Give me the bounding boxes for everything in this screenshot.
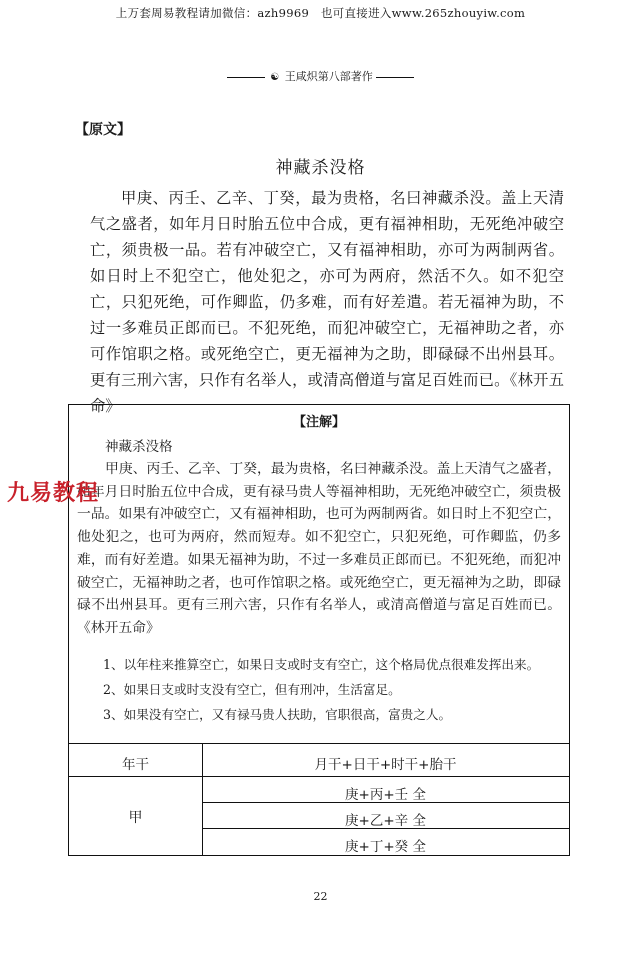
- table-cell-stem: 甲: [128, 810, 143, 826]
- annotation-points: [77, 653, 561, 726]
- right-rule: [376, 77, 414, 78]
- table-header-combination: 月干+日干+时干+胎干: [314, 757, 457, 773]
- table-cell-combo: 庚+丙+壬 全: [345, 787, 426, 803]
- top-promo-note: 上万套周易教程请加微信：azh9969 也可直接进入www.265zhouyiw.com: [115, 6, 526, 20]
- annotation-body-text: 甲庚、丙壬、乙辛、丁癸，最为贵格，名曰神藏杀没。盖上天清气之盛者，如年月日时胎五位中合成，更有禄马贵人等福神相助，无死绝冲破空亡，须贵极一品。如果有冲破空亡，又有福神相助，也可为两制两省。如日时上不犯空亡，他处犯之，也可为两府，然而短寿。如不犯空亡，只犯死绝，可作卿监，仍多难，而有好差遣。如果无福神为助，不过一多难员正郎而已。不犯死绝，而犯冲破空亡，无福神助之者，也可作馆职之格。或死绝空亡，更无福神为之助，即碌碌不出州县耳。更有三刑六害，只作有名举人，或清高僧道与富足百姓而已。《林开五命》: [77, 461, 561, 636]
- point-1: 1、以年柱来推算空亡，如果日支或时支有空亡，这个格局优点很难发挥出来。: [103, 657, 540, 672]
- table-header-divider: [69, 776, 569, 777]
- page-number: 22: [313, 890, 328, 903]
- table-cell-combo: 庚+丁+癸 全: [345, 839, 426, 855]
- section-tag-original: 【原文】: [75, 122, 131, 138]
- left-rule: [227, 77, 265, 78]
- annotation-box: [68, 404, 570, 856]
- essay-title: 神藏杀没格: [275, 158, 366, 178]
- original-text: [90, 185, 564, 419]
- table-header-year-stem: 年干: [122, 757, 149, 773]
- annotation-header: 【注解】: [292, 415, 345, 430]
- table-cell-combo: 庚+乙+辛 全: [345, 813, 426, 829]
- point-2: 2、如果日支或时支没有空亡，但有刑冲，生活富足。: [103, 682, 401, 697]
- table-top-border: [69, 743, 569, 744]
- series-header: [0, 68, 641, 84]
- annotation-title: 神藏杀没格: [105, 439, 173, 455]
- point-3: 3、如果没有空亡，又有禄马贵人扶助，官职很高，富贵之人。: [103, 707, 452, 722]
- annotation-body: [77, 458, 561, 640]
- original-text-body: 甲庚、丙壬、乙辛、丁癸，最为贵格，名曰神藏杀没。盖上天清气之盛者，如年月日时胎五位中合成，更有福神相助，无死绝冲破空亡，须贵极一品。若有冲破空亡，又有福神相助，亦可为两制两省。如日时上不犯空亡，他处犯之，亦可为两府，然活不久。如不犯空亡，只犯死绝，可作卿监，仍多难，而有好差遣。若无福神为助，不过一多难员正郎而已。不犯死绝，而犯冲破空亡，无福神助之者，亦可作馆职之格。或死绝空亡，更无福神为之助，即碌碌不出州县耳。更有三刑六害，只作有名举人，或清高僧道与富足百姓而已。《林开五命》: [90, 189, 564, 415]
- series-title: 王咸炽第八部著作: [284, 70, 373, 83]
- watermark-logo: 九易教程: [7, 481, 100, 506]
- taiji-icon: ☯: [270, 71, 280, 83]
